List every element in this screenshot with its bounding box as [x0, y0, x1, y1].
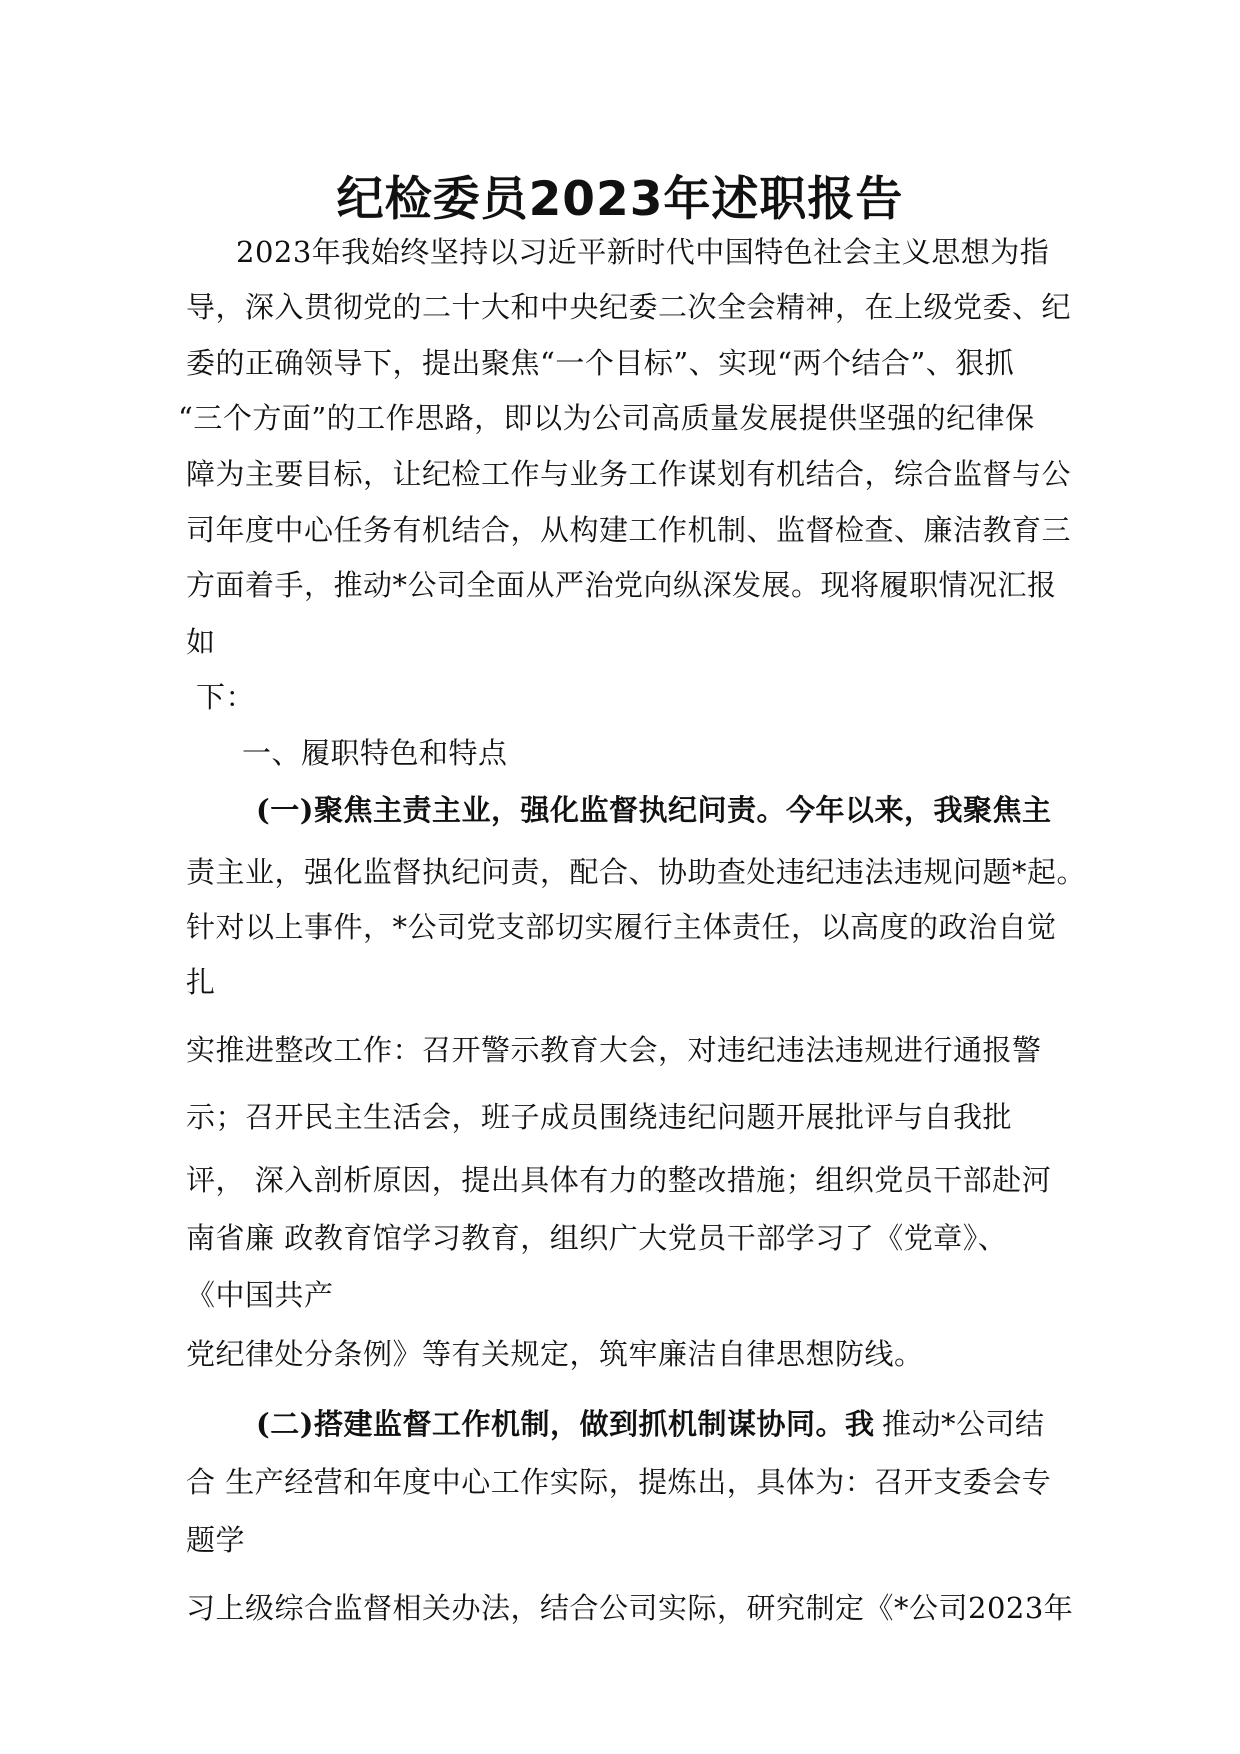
paragraph-line: 障为主要目标，让纪检工作与业务工作谋划有机结合，综合监督与公 [186, 457, 1072, 491]
paragraph-line: 党纪律处分条例》等有关规定，筑牢廉洁自律思想防线。 [186, 1337, 924, 1371]
subsection-heading: (一)聚焦主责主业，强化监督执纪问责。今年以来，我聚焦主 [256, 793, 1052, 827]
subsection-heading: (二)搭建监督工作机制，做到抓机制谋协同。我 [256, 1407, 875, 1441]
paragraph-line: 《中国共产 [186, 1278, 334, 1312]
document-title: 纪检委员2023年述职报告 [336, 172, 904, 227]
paragraph-line: 责主业，强化监督执纪问责，配合、协助查处违纪违法违规问题*起。 [186, 855, 1087, 889]
paragraph-line: 实推进整改工作：召开警示教育大会，对违纪违法违规进行通报警 [186, 1033, 1042, 1067]
paragraph-line: 委的正确领导下，提出聚焦“一个目标”、实现“两个结合”、狠抓 [186, 346, 1015, 380]
paragraph-line: 示；召开民主生活会，班子成员围绕违纪问题开展批评与自我批 [186, 1100, 1013, 1134]
paragraph-line: 合 生产经营和年度中心工作实际，提炼出，具体为：召开支委会专 [186, 1465, 1052, 1499]
paragraph-line: 2023年我始终坚持以习近平新时代中国特色社会主义思想为指 [236, 235, 1050, 269]
paragraph-line: 评， 深入剖析原因，提出具体有力的整改措施；组织党员干部赴河 [186, 1163, 1052, 1197]
paragraph-line: 如 [186, 625, 216, 659]
paragraph-line: 下： [196, 680, 256, 714]
section-heading: 一、履职特色和特点 [242, 736, 508, 770]
paragraph-line: 推动*公司结 [882, 1407, 1045, 1441]
paragraph-line: 扎 [186, 965, 216, 999]
paragraph-line: 南省廉 政教育馆学习教育，组织广大党员干部学习了《党章》、 [186, 1221, 1008, 1255]
paragraph-line: 针对以上事件，*公司党支部切实履行主体责任，以高度的政治自觉 [186, 910, 1057, 944]
paragraph-line: 导，深入贯彻党的二十大和中央纪委二次全会精神，在上级党委、纪 [186, 290, 1072, 324]
paragraph-line: 方面着手，推动*公司全面从严治党向纵深发展。现将履职情况汇报 [186, 568, 1057, 602]
paragraph-line: “三个方面”的工作思路，即以为公司高质量发展提供坚强的纪律保 [178, 401, 1035, 435]
paragraph-line: 习上级综合监督相关办法，结合公司实际，研究制定《*公司2023年 [186, 1591, 1074, 1625]
paragraph-line: 司年度中心任务有机结合，从构建工作机制、监督检查、廉洁教育三 [186, 513, 1072, 547]
paragraph-line: 题学 [186, 1523, 246, 1557]
